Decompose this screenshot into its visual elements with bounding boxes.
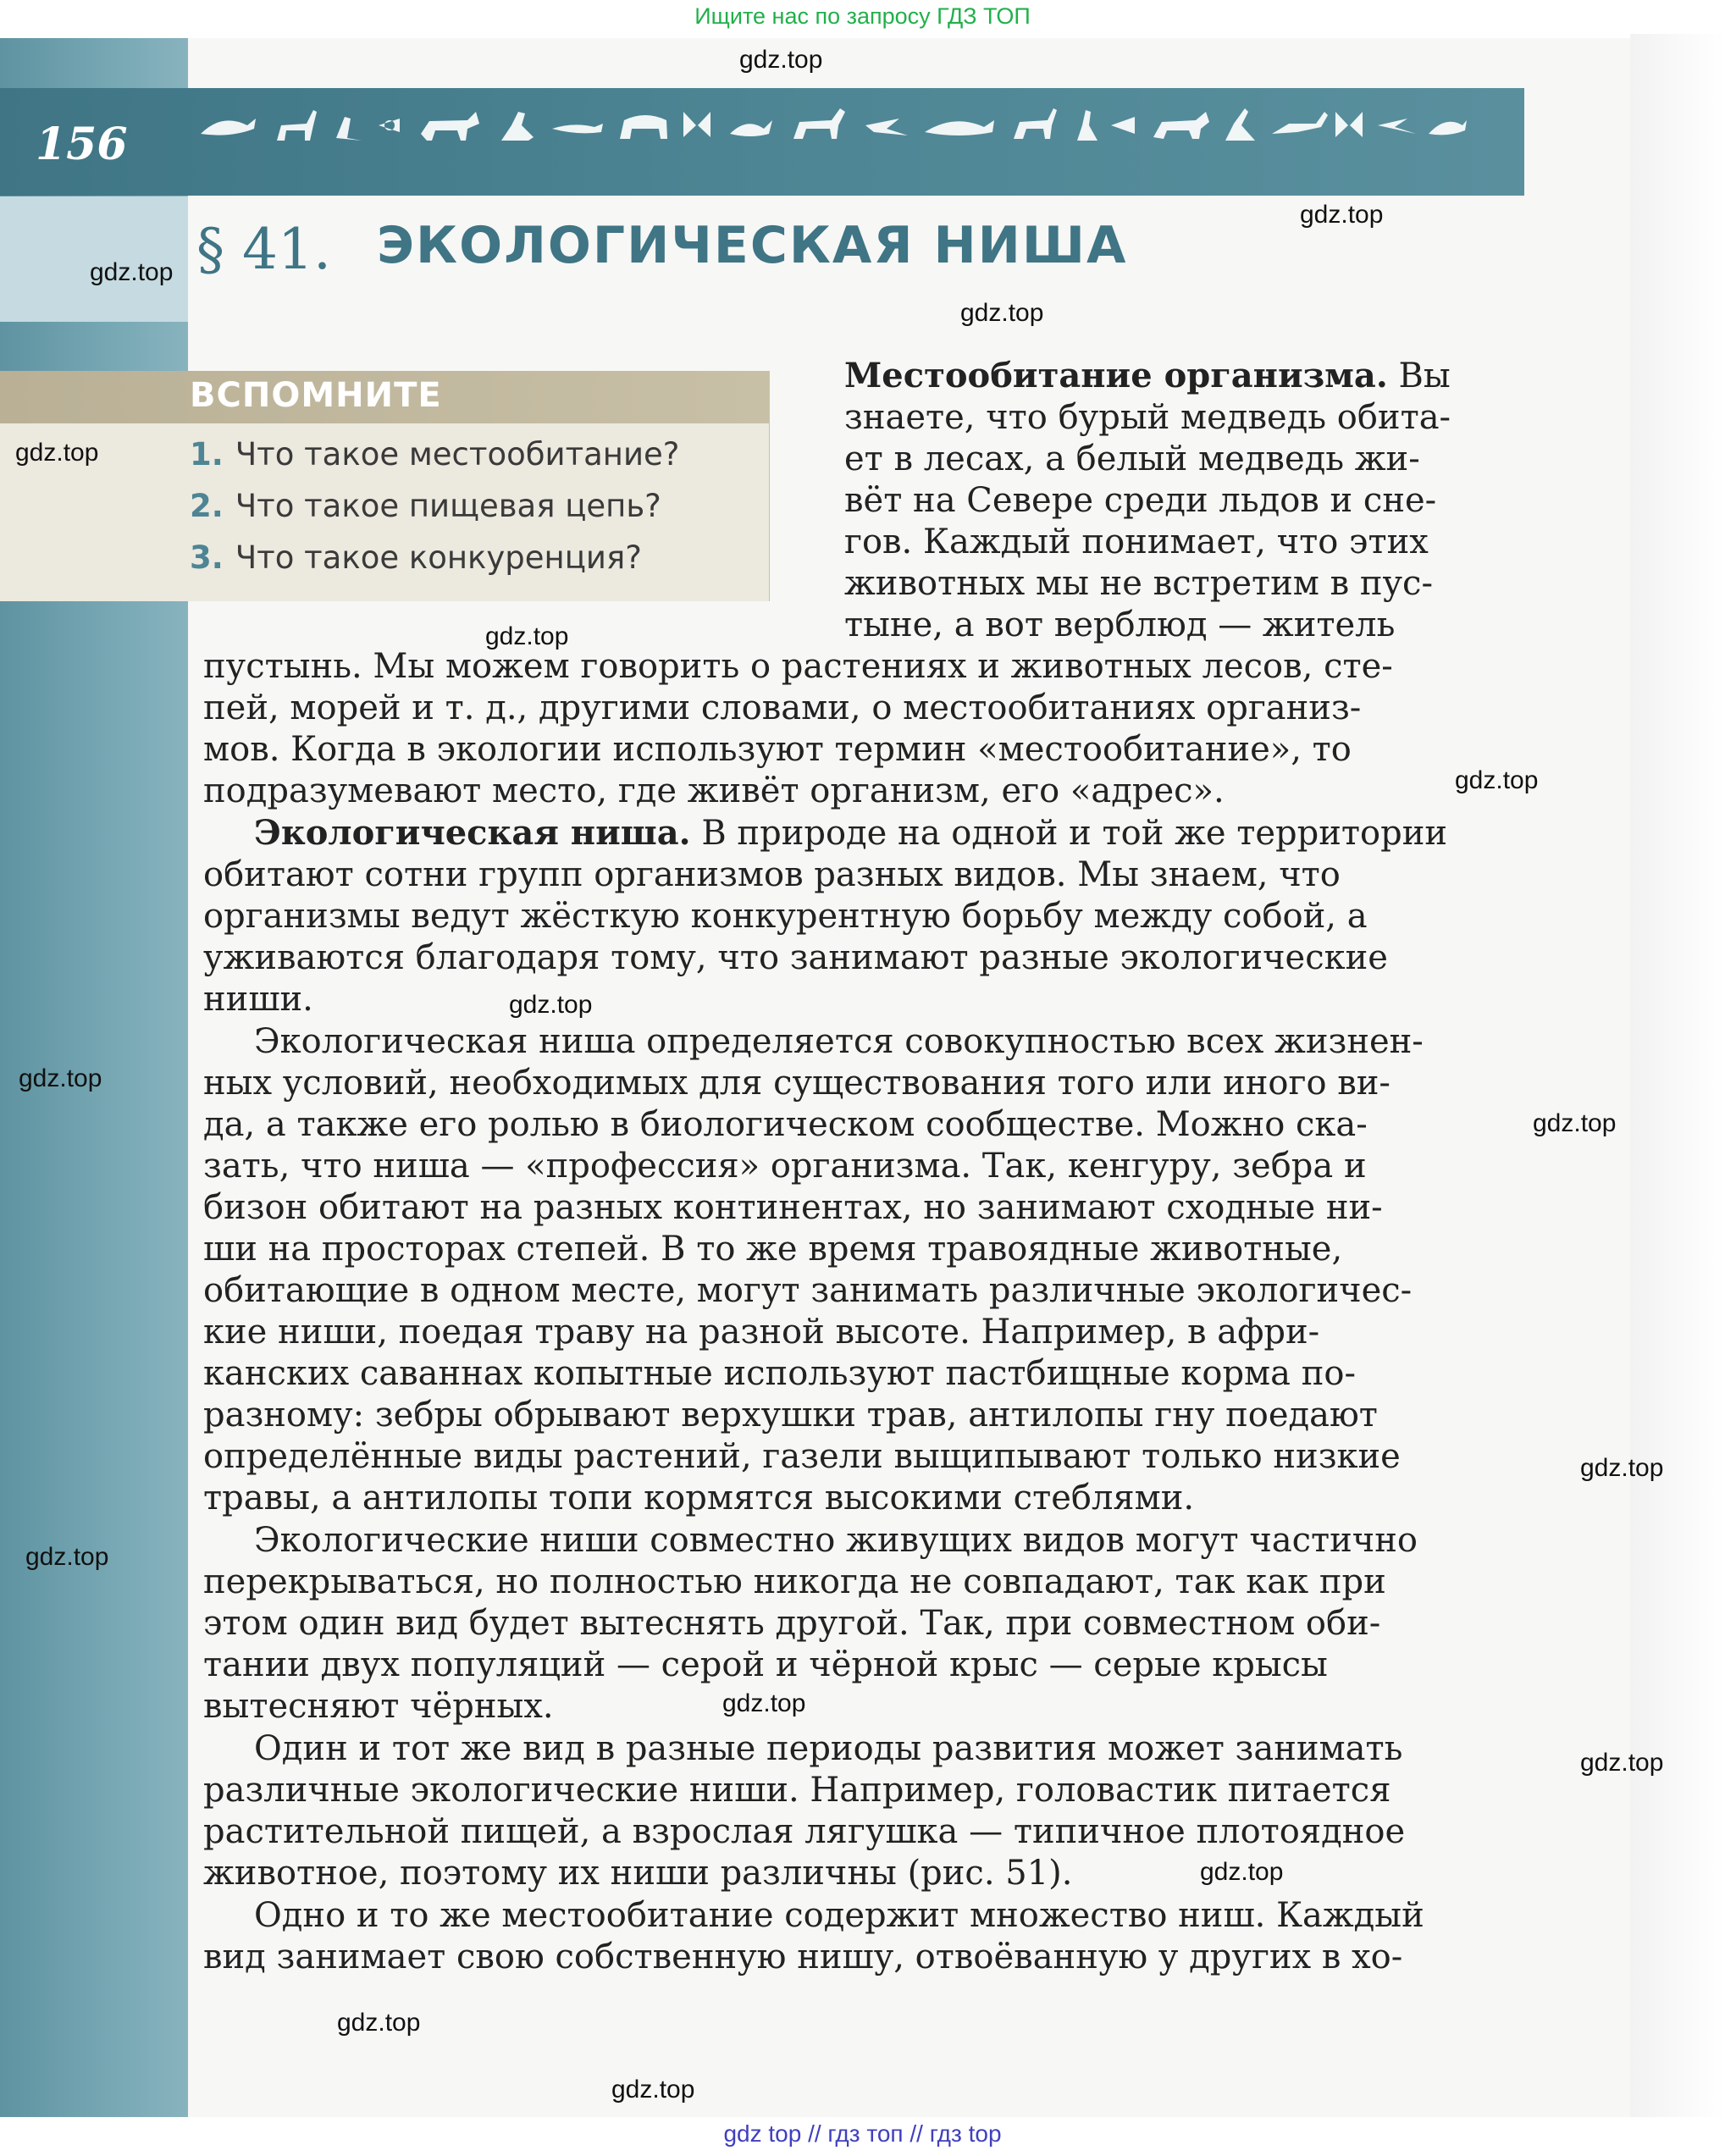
- paragraph-line: зать, что ниша — «профессия» организма. Так, кенгуру, зебра и: [203, 1147, 1367, 1186]
- paragraph-line: растительной пищей, а взрослая лягушка — типичное плотоядное: [203, 1812, 1406, 1851]
- header-search-link[interactable]: Ищите нас по запросу ГДЗ ТОП: [694, 3, 1031, 29]
- paragraph-line: ет в лесах, а белый медведь жи-: [844, 439, 1420, 478]
- lizard-icon: [552, 124, 603, 133]
- dolphin-icon: [201, 119, 256, 135]
- butterfly-icon: [683, 112, 710, 137]
- paragraph-line: Одно и то же местообитание содержит множество ниш. Каждый: [254, 1896, 1424, 1935]
- watermark: gdz.top: [1533, 1109, 1617, 1137]
- antelope-icon: [1272, 112, 1328, 134]
- bird2-icon: [865, 119, 908, 135]
- paragraph-line: определённые виды растений, газели выщипывают только низкие: [203, 1437, 1401, 1476]
- watermark: gdz.top: [1580, 1454, 1664, 1482]
- paragraph-line: Местообитание организма. Вы: [844, 356, 1451, 395]
- whale-icon: [925, 120, 994, 135]
- paragraph-line: мов. Когда в экологии используют термин «местообитание», то: [203, 730, 1352, 769]
- heron-icon: [1077, 110, 1097, 141]
- watermark: gdz.top: [1455, 766, 1539, 794]
- scorpion-icon: [730, 120, 772, 136]
- horse-icon: [793, 108, 845, 139]
- watermark: gdz.top: [90, 258, 174, 286]
- watermark: gdz.top: [15, 439, 99, 467]
- paragraph-line: кие ниши, поедая траву на разной высоте. Например, в афри-: [203, 1313, 1320, 1352]
- animal-silhouettes-decoration: [196, 100, 1467, 152]
- section-title: ЭКОЛОГИЧЕСКАЯ НИША: [377, 216, 1128, 275]
- paragraph-line: вытесняют чёрных.: [203, 1687, 554, 1726]
- beetle-icon: [1111, 117, 1135, 134]
- paragraph-line: пустынь. Мы можем говорить о растениях и животных лесов, сте-: [203, 647, 1393, 686]
- paragraph-line: Экологическая ниша определяется совокупностью всех жизнен-: [254, 1022, 1424, 1061]
- watermark: gdz.top: [25, 1543, 109, 1571]
- watermark: gdz.top: [1580, 1749, 1664, 1777]
- paragraph-line: ных условий, необходимых для существования того или иного ви-: [203, 1064, 1391, 1103]
- paragraph-line: перекрываться, но полностью никогда не совпадают, так как при: [203, 1562, 1386, 1601]
- paragraph-line: знаете, что бурый медведь обита-: [844, 398, 1451, 437]
- paragraph-line: подразумевают место, где живёт организм, его «адрес».: [203, 771, 1225, 810]
- paragraph-line: Один и тот же вид в разные периоды развития может занимать: [254, 1729, 1403, 1768]
- crane-icon: [1225, 108, 1255, 141]
- paragraph-line: канских саваннах копытные используют пастбищные корма по-: [203, 1354, 1356, 1393]
- paragraph-line: этом один вид будет вытеснять другой. Так, при совместном оби-: [203, 1604, 1381, 1643]
- watermark: gdz.top: [509, 991, 593, 1019]
- paragraph-line: пей, морей и т. д., другими словами, о местообитаниях организ-: [203, 688, 1362, 727]
- paragraph-line: разному: зебры обрывают верхушки трав, антилопы гну поедают: [203, 1396, 1378, 1435]
- dolphin2-icon: [1429, 120, 1467, 135]
- butterfly2-icon: [1335, 112, 1363, 137]
- section-number: § 41.: [196, 217, 331, 282]
- remember-title: ВСПОМНИТЕ: [190, 376, 442, 415]
- remember-question: 1. Что такое местообитание?: [190, 436, 680, 473]
- watermark: gdz.top: [739, 46, 823, 74]
- paragraph-line: бизон обитают на разных континентах, но занимают сходные ни-: [203, 1188, 1383, 1227]
- paragraph-line: обитают сотни групп организмов разных видов. Мы знаем, что: [203, 855, 1341, 894]
- wolf-icon: [421, 112, 479, 141]
- paragraph-line: животное, поэтому их ниши различны (рис. 51).: [203, 1854, 1073, 1893]
- paragraph-line: Экологические ниши совместно живущих видов могут частично: [254, 1521, 1418, 1560]
- watermark: gdz.top: [722, 1689, 806, 1717]
- bison-icon: [620, 115, 667, 139]
- paragraph-line: различные экологические ниши. Например, головастик питается: [203, 1771, 1391, 1810]
- watermark: gdz.top: [19, 1064, 102, 1092]
- watermark: gdz.top: [1200, 1858, 1284, 1886]
- paragraph-line: Экологическая ниша. В природе на одной и той же территории: [254, 813, 1448, 853]
- paragraph-line: организмы ведут жёсткую конкурентную борьбу между собой, а: [203, 897, 1368, 936]
- paragraph-line: тании двух популяций — серой и чёрной крыс — серые крысы: [203, 1645, 1328, 1684]
- paragraph-line: да, а также его ролью в биологическом сообществе. Можно ска-: [203, 1105, 1368, 1144]
- page-number: 156: [36, 119, 128, 170]
- paragraph-line: ниши.: [203, 980, 313, 1019]
- footer-links[interactable]: gdz top // гдз топ // гдз top: [723, 2120, 1002, 2147]
- page-edge: [1630, 34, 1725, 2117]
- paragraph-line: ши на просторах степей. В то же время травоядные животные,: [203, 1230, 1343, 1269]
- swallow-icon: [1378, 119, 1416, 134]
- watermark: gdz.top: [337, 2009, 421, 2037]
- deer-icon: [277, 110, 317, 141]
- rabbit-icon: [1153, 112, 1209, 139]
- watermark: gdz.top: [485, 622, 569, 650]
- paragraph-line: обитающие в одном месте, могут занимать различные экологичес-: [203, 1271, 1413, 1310]
- watermark: gdz.top: [611, 2076, 695, 2103]
- remember-question: 3. Что такое конкуренция?: [190, 539, 642, 576]
- remember-question: 2. Что такое пищевая цепь?: [190, 488, 661, 524]
- goat-icon: [1014, 108, 1057, 139]
- watermark: gdz.top: [960, 299, 1044, 327]
- paragraph-line: уживаются благодаря тому, что занимают разные экологические: [203, 938, 1388, 977]
- paragraph-line: животных мы не встретим в пус-: [844, 564, 1433, 603]
- insect-icon: [379, 119, 400, 132]
- paragraph-line: тыне, а вот верблюд — житель: [844, 605, 1396, 644]
- bird-icon: [336, 117, 362, 141]
- paragraph-line: вёт на Севере среди льдов и сне-: [844, 481, 1437, 520]
- paragraph-line: травы, а антилопы топи кормятся высокими стеблями.: [203, 1479, 1195, 1517]
- kangaroo-icon: [501, 112, 534, 141]
- paragraph-line: вид занимает свою собственную нишу, отвоёванную у других в хо-: [203, 1938, 1403, 1976]
- paragraph-line: гов. Каждый понимает, что этих: [844, 522, 1429, 561]
- watermark: gdz.top: [1300, 201, 1384, 229]
